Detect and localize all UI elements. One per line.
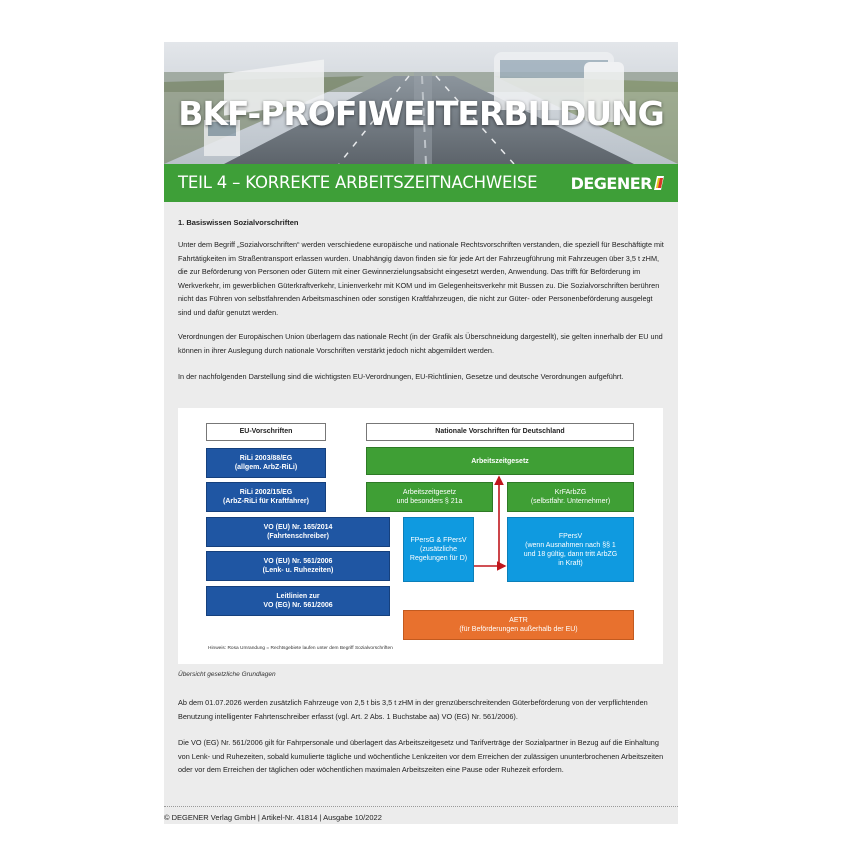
footer-divider <box>164 806 678 807</box>
eu-box-vo-165: VO (EU) Nr. 165/2014 (Fahrtenschreiber) <box>206 517 390 547</box>
header-image <box>164 42 678 164</box>
paragraph-5: Die VO (EG) Nr. 561/2006 gilt für Fahrpersonale und überlagert das Arbeitszeitgesetz und Tarifverträge der Sozialpartner in Bezug auf die Einhaltung von Lenk- und Ruhezeiten, sobald kumulierte tägliche und wöchentliche Lenkzeiten vor dem Erreichen der zulässigen ununterbrochenen Arbeitszeiten oder vor dem Erreichen der täglichen oder wöchentlichen maximalen Arbeitszeiten eine Pause oder Ruhezeit erfordern. <box>178 738 664 774</box>
brand-mark-icon <box>654 176 664 190</box>
page-title: BKF-PROFIWEITERBILDUNG <box>178 94 664 133</box>
footer-text: © DEGENER Verlag GmbH | Artikel-Nr. 41814 | Ausgabe 10/2022 <box>164 813 382 822</box>
de-box-fpersv: FPersV (wenn Ausnahmen nach §§ 1 und 18 gültig, dann tritt ArbZG in Kraft) <box>507 517 634 582</box>
eu-box-rili-2002: RiLi 2002/15/EG (ArbZ-RiLi für Kraftfahrer) <box>206 482 326 512</box>
brand-name: DEGENER <box>570 174 652 193</box>
section-band <box>164 164 678 202</box>
eu-header: EU-Vorschriften <box>206 423 326 441</box>
box-aetr: AETR (für Beförderungen außerhalb der EU) <box>403 610 634 640</box>
eu-box-vo-561: VO (EU) Nr. 561/2006 (Lenk- u. Ruhezeiten) <box>206 551 390 581</box>
eu-box-leitlinien: Leitlinien zur VO (EG) Nr. 561/2006 <box>206 586 390 616</box>
eu-box-rili-2003: RiLi 2003/88/EG (allgem. ArbZ-RiLi) <box>206 448 326 478</box>
brand-logo <box>571 174 664 193</box>
de-box-arbzg-21a: Arbeitszeitgesetz und besonders § 21a <box>366 482 493 512</box>
paragraph-1: Unter dem Begriff „Sozialvorschriften“ werden verschiedene europäische und nationale Rechtsvorschriften verstanden, die speziell für Beschäftigte mit Fahrtätigkeiten im Straßentransport erlassen wurden. Unabhängig davon finden sie für jede Art der Fahrzeugführung mit Fahrzeugen über 3,5 t zHM, die zur Beförderung von Personen oder Gütern mit einer Gewinnerzielungsabsicht eingesetzt werden, Anwendung. Das trifft für Beförderung im Werkverkehr, im gewerblichen Güterkraftverkehr, Linienverkehr mit KOM und im Gelegenheitsverkehr mit Bussen zu. Die Sozialvorschriften berühren nicht das Führen von selbstfahrenden Arbeitsmaschinen oder sonstigen Kraftfahrzeugen, die nicht zur Güter- oder Personenbeförderung ausgelegt sind und dafür genutzt werden. <box>178 240 664 317</box>
paragraph-2: Verordnungen der Europäischen Union überlagern das nationale Recht (in der Grafik als Überschneidung dargestellt), sie gelten innerhalb der EU und können in ihrer Auslegung durch nationale Vorschriften verstärkt jedoch nicht abgemildert werden. <box>178 332 663 355</box>
diagram-note: Hinweis: Rosa Umrandung = Rechtsgebiete laufen unter dem Begriff Sozialvorschriften <box>208 646 393 651</box>
de-box-krfarbzg: KrFArbZG (selbstfahr. Unternehmer) <box>507 482 634 512</box>
band-title: TEIL 4 – KORREKTE ARBEITSZEITNACHWEISE <box>178 173 538 192</box>
de-box-arbzg: Arbeitszeitgesetz <box>366 447 634 475</box>
paragraph-3: In der nachfolgenden Darstellung sind die wichtigsten EU-Verordnungen, EU-Richtlinien, Gesetze und deutsche Verordnungen aufgeführt. <box>178 372 624 381</box>
main-content <box>178 216 666 381</box>
de-header: Nationale Vorschriften für Deutschland <box>366 423 634 441</box>
diagram-caption: Übersicht gesetzliche Grundlagen <box>178 671 276 678</box>
section-title: 1. Basiswissen Sozialvorschriften <box>178 218 299 227</box>
de-box-fpersg: FPersG & FPersV (zusätzliche Regelungen für D) <box>403 517 474 582</box>
paragraph-4: Ab dem 01.07.2026 werden zusätzlich Fahrzeuge von 2,5 t bis 3,5 t zHM in der grenzüberschreitenden Güterbeförderung von der verpflichtenden Benutzung intelligenter Fahrtenschreiber erfasst (vgl. Art. 2 Abs. 1 Buchstabe aa) VO (EG) Nr. 561/2006). <box>178 698 648 721</box>
regulations-diagram <box>178 408 663 664</box>
